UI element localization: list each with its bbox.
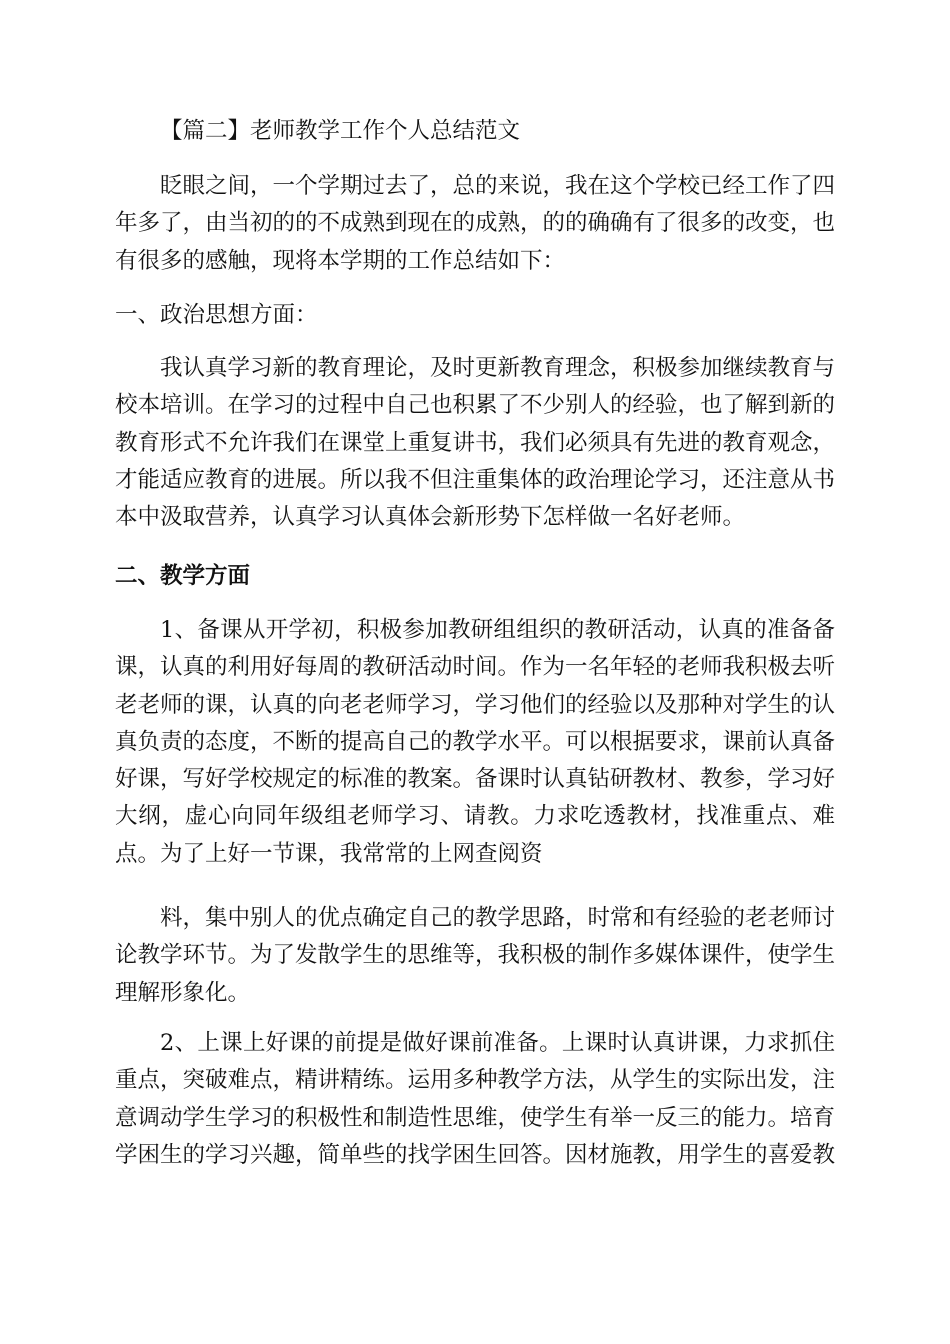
paragraph-lessons: 2、上课上好课的前提是做好课前准备。上课时认真讲课，力求抓住重点，突破难点，精讲精练。运用多种教学方法，从学生的实际出发，注意调动学生学习的积极性和制造性思维，使学生有举一反三的能力。培育学困生的学习兴趣，简单些的找学困生回答。因材施教，用学生的喜爱教 xyxy=(115,1030,836,1168)
section-heading-politics: 一、政治思想方面： xyxy=(115,302,318,328)
paragraph-preparation-continued: 料，集中别人的优点确定自己的教学思路，时常和有经验的老老师讨论教学环节。为了发散学生的思维等，我积极的制作多媒体课件，使学生理解形象化。 xyxy=(115,905,836,1006)
paragraph-intro: 眨眼之间，一个学期过去了，总的来说，我在这个学校已经工作了四年多了，由当初的的不成熟到现在的成熟，的的确确有了很多的改变，也有很多的感触，现将本学期的工作总结如下： xyxy=(115,173,836,274)
section-heading-teaching: 二、教学方面 xyxy=(115,563,251,589)
document-title: 【篇二】老师教学工作个人总结范文 xyxy=(160,118,521,144)
paragraph-politics: 我认真学习新的教育理论，及时更新教育理念，积极参加继续教育与校本培训。在学习的过程中自己也积累了不少别人的经验，也了解到新的教育形式不允许我们在课堂上重复讲书，我们必须具有先进的教育观念，才能适应教育的进展。所以我不但注重集体的政治理论学习，还注意从书本中汲取营养，认真学习认真体会新形势下怎样做一名好老师。 xyxy=(115,355,836,531)
paragraph-preparation: 1、备课从开学初，积极参加教研组组织的教研活动，认真的准备备课，认真的利用好每周的教研活动时间。作为一名年轻的老师我积极去听老老师的课，认真的向老老师学习，学习他们的经验以及那种对学生的认真负责的态度，不断的提高自己的教学水平。可以根据要求，课前认真备好课，写好学校规定的标准的教案。备课时认真钻研教材、教参，学习好大纲，虚心向同年级组老师学习、请教。力求吃透教材，找准重点、难点。为了上好一节课，我常常的上网查阅资 xyxy=(115,617,836,867)
